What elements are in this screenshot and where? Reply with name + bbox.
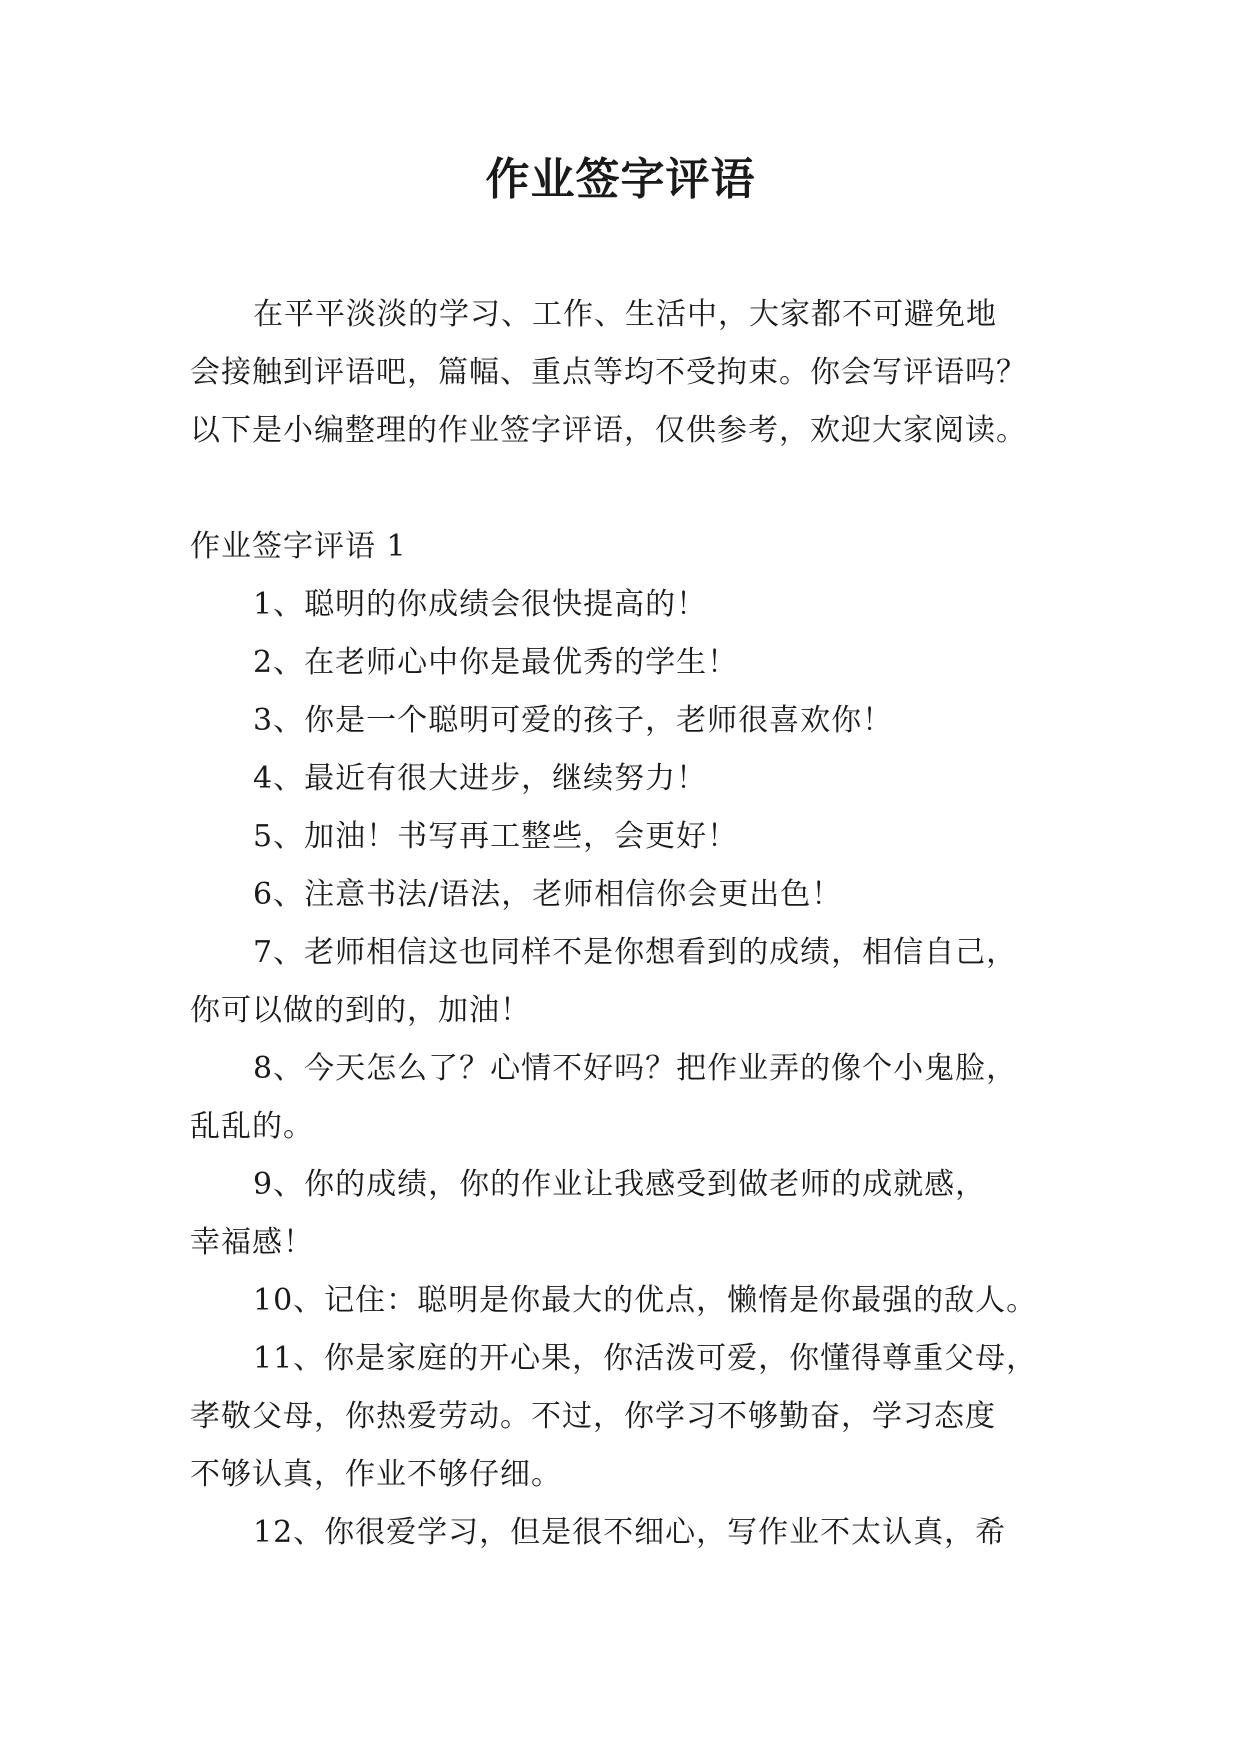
comment-line: 3、你是一个聪明可爱的孩子，老师很喜欢你！ <box>253 703 894 738</box>
comment-line: 4、最近有很大进步，继续努力！ <box>253 761 708 796</box>
comment-line: 6、注意书法/语法，老师相信你会更出色！ <box>253 877 843 912</box>
section-heading: 作业签字评语 1 <box>190 529 407 564</box>
comment-line: 8、今天怎么了？心情不好吗？把作业弄的像个小鬼脸， <box>253 1051 1018 1086</box>
comment-line: 不够认真，作业不够仔细。 <box>190 1457 562 1492</box>
intro-line: 会接触到评语吧，篇幅、重点等均不受拘束。你会写评语吗？ <box>190 355 1027 390</box>
intro-line: 在平平淡淡的学习、工作、生活中，大家都不可避免地 <box>253 297 997 332</box>
comment-line: 9、你的成绩，你的作业让我感受到做老师的成就感， <box>253 1167 987 1202</box>
comment-line: 2、在老师心中你是最优秀的学生！ <box>253 645 739 680</box>
comment-line: 你可以做的到的，加油！ <box>190 993 531 1028</box>
comment-line: 11、你是家庭的开心果，你活泼可爱，你懂得尊重父母， <box>253 1341 1038 1376</box>
comment-line: 10、记住：聪明是你最大的优点，懒惰是你最强的敌人。 <box>253 1283 1038 1318</box>
comment-line: 12、你很爱学习，但是很不细心，写作业不太认真，希 <box>253 1515 1007 1550</box>
intro-line: 以下是小编整理的作业签字评语，仅供参考，欢迎大家阅读。 <box>190 413 1027 448</box>
comment-line: 幸福感！ <box>190 1225 314 1260</box>
comment-line: 1、聪明的你成绩会很快提高的！ <box>253 587 708 622</box>
comment-line: 孝敬父母，你热爱劳动。不过，你学习不够勤奋，学习态度 <box>190 1399 996 1434</box>
comment-line: 7、老师相信这也同样不是你想看到的成绩，相信自己， <box>253 935 1018 970</box>
document-title: 作业签字评语 <box>485 154 756 205</box>
comment-line: 5、加油！书写再工整些，会更好！ <box>253 819 739 854</box>
comment-line: 乱乱的。 <box>190 1109 314 1144</box>
